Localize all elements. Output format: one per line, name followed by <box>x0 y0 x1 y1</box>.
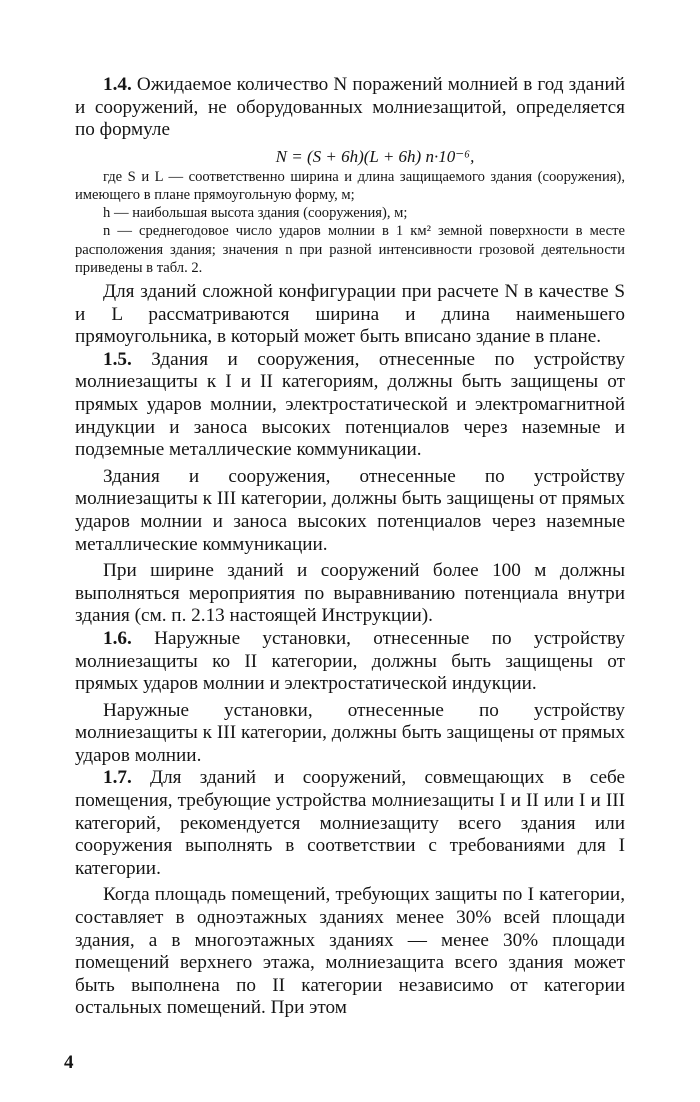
section-number-1-7: 1.7. <box>103 767 132 789</box>
paragraph-1-4 <box>75 74 625 142</box>
section-number-1-4: 1.4. <box>103 74 132 95</box>
definition-n: n — среднегодовое число ударов молнии в 1 км² земной поверхности в месте расположения здания; значения n при разной интенсивности грозовой деятельности приведены в табл. 2. <box>75 223 625 276</box>
formula-n: N = (S + 6h)(L + 6h) n·10⁻⁶, <box>275 146 475 166</box>
paragraph-1-7 <box>75 767 625 880</box>
definition-s-l: где S и L — соответственно ширина и длина защищаемого здания (сооружения), имеющего в плане прямоугольную форму, м; <box>75 168 625 203</box>
page-number: 4 <box>64 1052 74 1073</box>
paragraph-category-iii: Здания и сооружения, отнесенные по устройству молниезащиты к III категории, должны быть защищены от прямых ударов молнии и заноса высоких потенциалов через наземные металлические коммуникации. <box>75 465 625 555</box>
definition-h: h — наибольшая высота здания (сооружения), м; <box>103 205 408 222</box>
paragraph-outdoor-category-iii: Наружные установки, отнесенные по устройству молниезащиты к III категории, должны быть защищены от прямых ударов молнии. <box>75 699 625 766</box>
section-number-1-5: 1.5. <box>103 348 132 370</box>
paragraph-1-6 <box>75 628 625 696</box>
paragraph-1-5-text: Здания и сооружения, отнесенные по устройству молниезащиты к I и II категориям, должны быть защищены от прямых ударов молнии, электростатической и электромагнитной индукции и заноса высоких потенциалов через наземные и подземные металлические коммуникации. <box>75 348 625 461</box>
paragraph-1-6-text: Наружные установки, отнесенные по устройству молниезащиты ко II категории, должны быть защищены от прямых ударов молнии и электростатической индукции. <box>75 627 625 695</box>
paragraph-1-7-text: Для зданий и сооружений, совмещающих в себе помещения, требующие устройства молниезащиты I и II или I и III категорий, рекомендуется молниезащиту всего здания или сооружения выполнять в соответствии с требованиями для I категории. <box>75 767 625 879</box>
paragraph-area-30-percent: Когда площадь помещений, требующих защиты по I категории, составляет в одноэтажных зданиях менее 30% всей площади здания, а в многоэтажных зданиях — менее 30% площади помещений верхнего этажа, молниезащита всего здания может быть выполнена по II категории независимо от категории остальных помещений. При этом <box>75 884 625 1019</box>
paragraph-1-5 <box>75 349 625 462</box>
paragraph-complex-configuration: Для зданий сложной конфигурации при расчете N в качестве S и L рассматриваются ширина и длина наименьшего прямоугольника, в который может быть вписано здание в плане. <box>75 281 625 348</box>
paragraph-1-4-text: Ожидаемое количество N поражений молнией в год зданий и сооружений, не оборудованных молниезащитой, определяется по формуле <box>75 74 625 141</box>
paragraph-width-100m: При ширине зданий и сооружений более 100 м должны выполняться мероприятия по выравниванию потенциала внутри здания (см. п. 2.13 настоящей Инструкции). <box>75 560 625 627</box>
section-number-1-6: 1.6. <box>103 627 132 649</box>
